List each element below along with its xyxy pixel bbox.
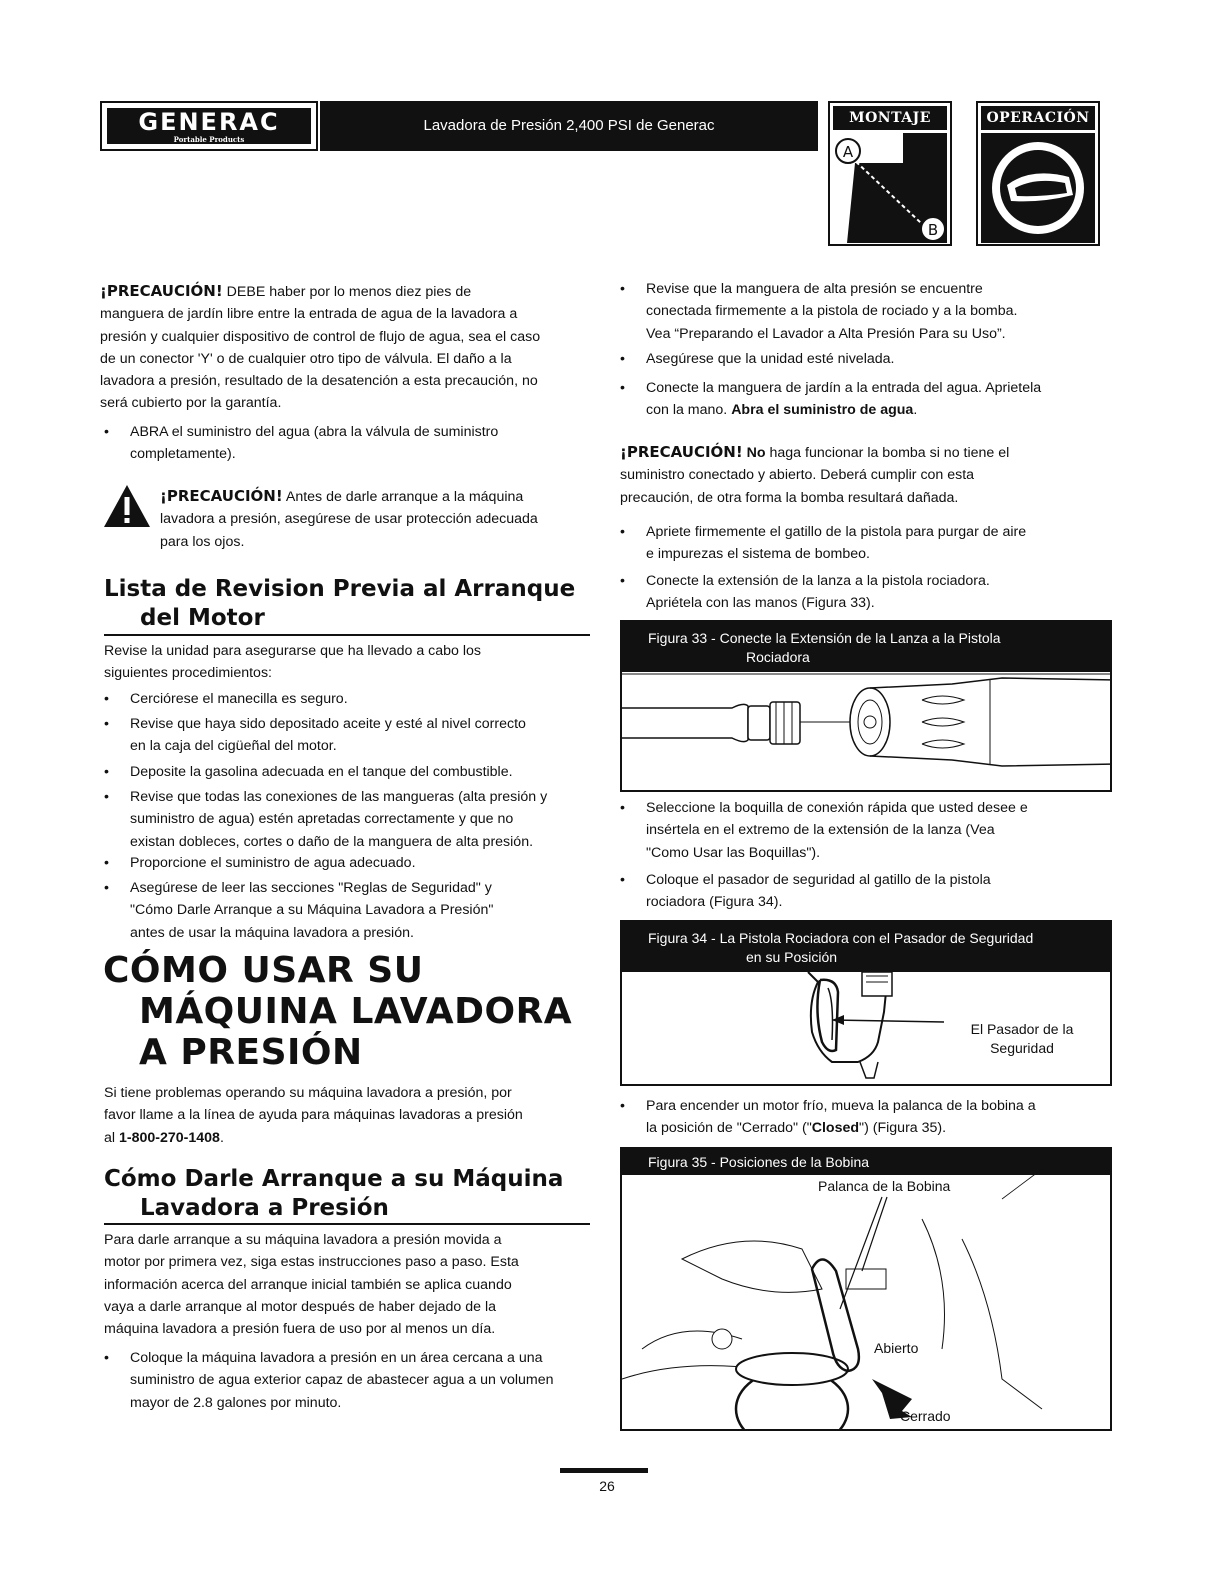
text-line: antes de usar la máquina lavadora a presión. <box>130 924 414 941</box>
text-line: . <box>219 1129 224 1146</box>
text-line: en su Posición <box>746 949 838 965</box>
text-line: A PRESIÓN <box>139 1032 363 1073</box>
closed-position-label: Cerrado <box>900 1408 951 1424</box>
tab-operacion-label: OPERACIÓN <box>981 106 1095 130</box>
text-line: rociadora (Figura 34). <box>646 894 783 911</box>
figure-34 <box>620 920 1112 1086</box>
text-line: Seleccione la boquilla de conexión rápida que usted desee e <box>646 800 1028 816</box>
logo-text: GENERAC <box>138 108 280 136</box>
open-position-label: Abierto <box>874 1340 919 1356</box>
heading-pre-start-checklist <box>104 575 604 633</box>
choke-lever-label: Palanca de la Bobina <box>818 1178 951 1194</box>
main-heading <box>103 950 603 1073</box>
text-line: El Pasador de la <box>970 1021 1074 1037</box>
heading-how-to-start <box>104 1165 604 1223</box>
text-line: mayor de 2.8 galones por minuto. <box>130 1394 342 1411</box>
checklist-item: • Cerciórese el manecilla es seguro. <box>104 691 348 707</box>
warning-triangle-icon <box>102 483 152 529</box>
text-line: Cómo Darle Arranque a su Máquina <box>104 1166 564 1192</box>
text-line: Revise que la manguera de alta presión se encuentre <box>646 281 983 297</box>
text-line: favor llame a la línea de ayuda para máquinas lavadoras a presión <box>104 1107 523 1124</box>
figure-35-caption: Figura 35 - Posiciones de la Bobina <box>622 1149 1110 1175</box>
text-line: Revise que haya sido depositado aceite y esté al nivel correcto <box>130 716 526 732</box>
text-line: Deposite la gasolina adecuada en el tanque del combustible. <box>130 764 513 780</box>
text-line: Para encender un motor frío, mueva la palanca de la bobina a <box>646 1098 1036 1114</box>
text-line: Figura 34 - La Pistola Rociadora con el Pasador de Seguridad <box>648 930 1034 946</box>
text-line: CÓMO USAR SU <box>103 950 424 991</box>
checklist-item: • Proporcione el suministro de agua adecuado. <box>104 855 416 871</box>
text-line: lavadora a presión, asegúrese de usar protección adecuada <box>160 511 538 528</box>
list-item: • Asegúrese que la unidad esté nivelada. <box>620 348 1110 370</box>
caution-word: ¡PRECAUCIÓN! <box>100 282 223 300</box>
text-line: Figura 33 - Conecte la Extensión de la Lanza a la Pistola <box>648 630 1001 646</box>
text-line: para los ojos. <box>160 533 245 550</box>
list-item: • Conecte la manguera de jardín a la entrada del agua. Aprietela con la mano. Abra el suministro de agua. <box>620 380 1042 419</box>
assembly-icon <box>833 133 947 243</box>
caution-garden-hose <box>100 280 600 415</box>
point-a-label: A <box>842 143 854 161</box>
list-item: • Seleccione la boquilla de conexión rápida que usted desee e insértela en el extremo de la extensión de la lanza (Vea "Como Usar las Boquillas"). <box>620 800 1028 861</box>
text-line: Cerciórese el manecilla es seguro. <box>130 691 348 707</box>
text-line: precaución, de otra forma la bomba resultará dañada. <box>620 489 959 506</box>
text-line: vaya a darle arranque al motor después de haber dejado de la <box>104 1298 496 1315</box>
safety-pin-label <box>952 1020 1092 1058</box>
text-line: Lista de Revision Previa al Arranque <box>104 576 576 602</box>
operation-icon <box>981 133 1095 243</box>
list-item: • Apriete firmemente el gatillo de la pistola para purgar de aire e impurezas el sistema de bombeo. <box>620 524 1027 563</box>
text-line: ") (Figura 35). <box>859 1120 947 1137</box>
checklist-item: • Asegúrese de leer las secciones "Reglas de Seguridad" y "Cómo Darle Arranque a su Máquina Lavadora a Presión" antes de usar la máquina lavadora a presión. <box>104 880 494 941</box>
text-line: Rociadora <box>746 649 810 665</box>
text-line: insértela en el extremo de la extensión de la lanza (Vea <box>646 822 995 839</box>
text-line: Seguridad <box>990 1040 1054 1056</box>
text-line: DEBE haber por lo menos diez pies de <box>222 284 472 300</box>
lance-extension-illustration <box>622 622 1112 792</box>
text-line: del Motor <box>140 605 265 631</box>
text-line: Coloque el pasador de seguridad al gatillo de la pistola <box>646 872 991 888</box>
text-line: existan dobleces, cortes o daño de la manguera de alta presión. <box>130 833 534 850</box>
text-line: Vea “Preparando el Lavador a Alta Presión Para su Uso”. <box>646 325 1006 342</box>
tab-montaje <box>828 101 952 246</box>
text-line: motor por primera vez, siga estas instrucciones paso a paso. Esta <box>104 1254 519 1271</box>
text-line: Apriete firmemente el gatillo de la pistola para purgar de aire <box>646 524 1027 540</box>
helpline-phone: 1-800-270-1408 <box>118 1129 220 1146</box>
list-item: • Para encender un motor frío, mueva la palanca de la bobina a la posición de "Cerrado" ("Closed") (Figura 35). <box>620 1098 1036 1137</box>
text-line: Conecte la manguera de jardín a la entrada del agua. Aprietela <box>646 380 1042 396</box>
text-line: en la caja del cigüeñal del motor. <box>130 738 337 755</box>
text-line: con la mano. <box>646 402 732 419</box>
text-line: suministro de agua) estén apretadas correctamente y que no <box>130 811 514 828</box>
text-line: presión y cualquier dispositivo de control de flujo de agua, sea el caso <box>100 328 541 345</box>
text-line: máquina lavadora a presión fuera de uso por al menos un día. <box>104 1321 496 1338</box>
page-number-bar <box>560 1468 648 1473</box>
list-item: • ABRA el suministro del agua (abra la válvula de suministro completamente). <box>104 424 499 463</box>
text-line: e impurezas el sistema de bombeo. <box>646 546 870 563</box>
text-line: . <box>913 402 918 419</box>
text-line: conectada firmemente a la pistola de rociado y a la bomba. <box>646 303 1018 320</box>
caution-pump <box>620 441 1115 509</box>
text-line: completamente). <box>130 446 236 463</box>
document-title: Lavadora de Presión 2,400 PSI de Generac <box>320 101 818 151</box>
spray-gun-illustration <box>622 922 1112 1086</box>
text-line: "Cómo Darle Arranque a su Máquina Lavadora a Presión" <box>130 902 494 919</box>
start-intro <box>104 1229 594 1340</box>
list-item: • Coloque la máquina lavadora a presión en un área cercana a una suministro de agua exterior capaz de abastecer agua a un volumen mayor de 2.8 galones por minuto. <box>104 1350 554 1411</box>
text-line: Coloque la máquina lavadora a presión en un área cercana a una <box>130 1350 543 1366</box>
helpline-paragraph <box>104 1082 594 1149</box>
text-line: será cubierto por la garantía. <box>100 395 282 412</box>
text-line: lavadora a presión, resultado de la desatención a esta precaución, no <box>100 373 538 390</box>
text-line: al <box>104 1129 119 1146</box>
text-line: MÁQUINA LAVADORA <box>139 991 573 1032</box>
text-line: información acerca del arranque inicial también se aplica cuando <box>104 1276 512 1293</box>
tab-montaje-label: MONTAJE <box>833 106 947 130</box>
heading-rule <box>104 634 590 636</box>
list-item: • Coloque el pasador de seguridad al gatillo de la pistola rociadora (Figura 34). <box>620 872 991 911</box>
tab-operacion <box>976 101 1100 246</box>
text-line: Antes de darle arranque a la máquina <box>282 489 524 505</box>
text-line: "Como Usar las Boquillas"). <box>646 844 821 861</box>
text-line: Revise que todas las conexiones de las mangueras (alta presión y <box>130 789 548 805</box>
text-line: Revise la unidad para asegurarse que ha llevado a cabo los <box>104 643 482 659</box>
caution-eye-protection <box>160 485 600 553</box>
checklist-item: • Revise que haya sido depositado aceite y esté al nivel correcto en la caja del cigüeñal del motor. <box>104 716 526 755</box>
text-line: Proporcione el suministro de agua adecuado. <box>130 855 416 871</box>
generac-logo <box>100 101 318 151</box>
checklist-intro <box>104 640 594 685</box>
page-number: 26 <box>599 1478 615 1494</box>
text-line: la posición de "Cerrado" (" <box>646 1120 812 1137</box>
text-line: de un conector 'Y' o de cualquier otro tipo de válvula. El daño a la <box>100 350 512 367</box>
list-item: • Revise que la manguera de alta presión se encuentre conectada firmemente a la pistola de rociado y a la bomba. Vea “Preparando el Lavador a Alta Presión Para su Uso”. <box>620 281 1018 342</box>
text-line: manguera de jardín libre entre la entrada de agua de la lavadora a <box>100 306 518 323</box>
checklist-item: • Deposite la gasolina adecuada en el tanque del combustible. <box>104 764 513 780</box>
text-line: suministro de agua exterior capaz de abastecer agua a un volumen <box>130 1372 554 1389</box>
text-line: Para darle arranque a su máquina lavadora a presión movida a <box>104 1232 502 1248</box>
text-line: Lavadora a Presión <box>140 1195 389 1221</box>
figure-35 <box>620 1147 1112 1431</box>
checklist-item: • Revise que todas las conexiones de las mangueras (alta presión y suministro de agua) estén apretadas correctamente y que no existan dobleces, cortes o daño de la manguera de alta presión. <box>104 789 548 850</box>
point-b-label: B <box>927 221 939 239</box>
bold-text: No <box>742 445 766 461</box>
bold-text: Closed <box>811 1120 860 1137</box>
text-line: Apriétela con las manos (Figura 33). <box>646 595 875 612</box>
text-line: Conecte la extensión de la lanza a la pistola rociadora. <box>646 573 990 589</box>
caution-word: ¡PRECAUCIÓN! <box>160 487 283 505</box>
text-line: Si tiene problemas operando su máquina lavadora a presión, por <box>104 1085 512 1101</box>
text-line: Asegúrese que la unidad esté nivelada. <box>646 351 895 367</box>
text-line: siguientes procedimientos: <box>104 665 272 682</box>
list-item: • Conecte la extensión de la lanza a la pistola rociadora. Apriétela con las manos (Figura 33). <box>620 573 990 612</box>
text-line: ABRA el suministro del agua (abra la válvula de suministro <box>130 424 499 440</box>
heading-rule <box>104 1223 590 1225</box>
text-line: haga funcionar la bomba si no tiene el <box>765 445 1010 461</box>
figure-33 <box>620 620 1112 792</box>
caution-word: ¡PRECAUCIÓN! <box>620 443 743 461</box>
text-line: suministro conectado y abierto. Deberá cumplir con esta <box>620 467 975 484</box>
logo-subtitle: Portable Products <box>173 135 245 144</box>
text-line: Asegúrese de leer las secciones "Reglas de Seguridad" y <box>130 880 492 896</box>
bold-text: Abra el suministro de agua <box>731 402 914 419</box>
